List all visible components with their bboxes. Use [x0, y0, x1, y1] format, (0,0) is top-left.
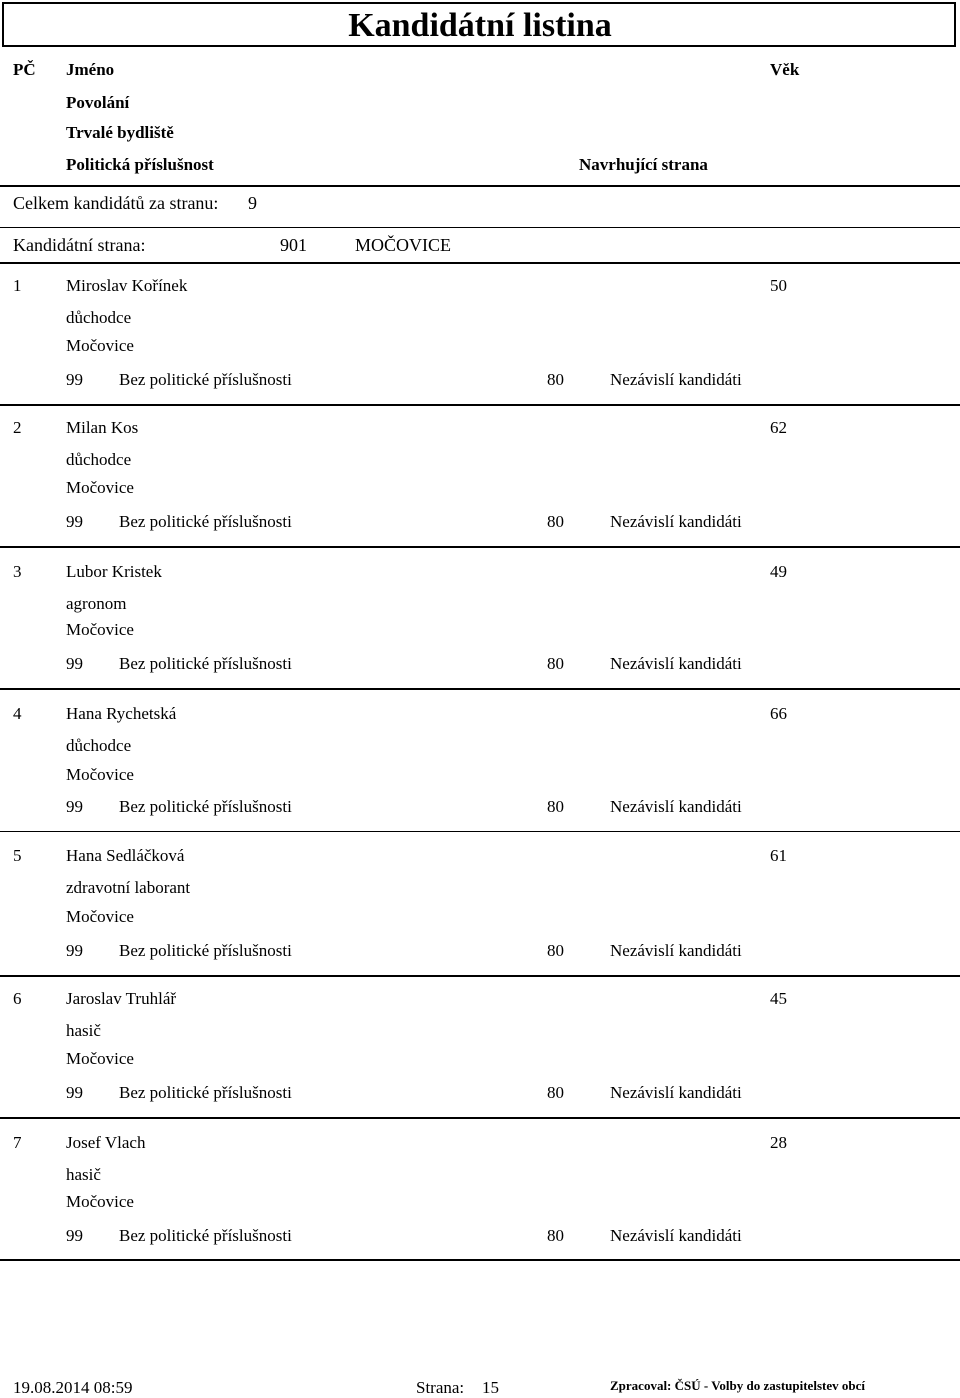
- candidate-residence: Močovice: [66, 620, 134, 639]
- footer-datetime: 19.08.2014 08:59: [13, 1378, 133, 1397]
- footer-processed: Zpracoval: ČSÚ - Volby do zastupitelstev obcí: [610, 1378, 865, 1393]
- candidate-name: Lubor Kristek: [66, 562, 162, 581]
- candidate-affiliation-code: 99: [66, 512, 83, 531]
- header-povolani: Povolání: [66, 93, 130, 112]
- candidate-affiliation-code: 99: [66, 941, 83, 960]
- candidate-row: [0, 989, 960, 1129]
- candidate-proposer-code: 80: [547, 370, 564, 389]
- candidate-age: 50: [770, 276, 787, 295]
- header-prislusnost: Politická příslušnost: [66, 155, 214, 174]
- candidate-affiliation: Bez politické příslušnosti: [119, 654, 292, 673]
- candidate-residence: Močovice: [66, 765, 134, 784]
- candidate-proposer-code: 80: [547, 654, 564, 673]
- candidate-pc: 7: [13, 1133, 22, 1152]
- candidate-row: [0, 704, 960, 844]
- candidate-name: Hana Rychetská: [66, 704, 177, 723]
- candidate-occupation: hasič: [66, 1021, 101, 1040]
- candidate-proposer: Nezávislí kandidáti: [610, 654, 742, 673]
- candidate-row: [0, 562, 960, 702]
- candidate-proposer-code: 80: [547, 1226, 564, 1245]
- candidate-pc: 3: [13, 562, 22, 581]
- candidate-affiliation-code: 99: [66, 370, 83, 389]
- header-pc: PČ: [13, 60, 36, 79]
- candidate-row: [0, 1133, 960, 1273]
- candidate-name: Hana Sedláčková: [66, 846, 185, 865]
- candidate-occupation: zdravotní laborant: [66, 878, 191, 897]
- candidate-residence: Močovice: [66, 478, 134, 497]
- candidate-row: [0, 276, 960, 416]
- candidate-proposer-code: 80: [547, 941, 564, 960]
- candidate-proposer-code: 80: [547, 797, 564, 816]
- candidate-affiliation-code: 99: [66, 797, 83, 816]
- candidate-proposer: Nezávislí kandidáti: [610, 1226, 742, 1245]
- candidate-affiliation: Bez politické příslušnosti: [119, 797, 292, 816]
- party-number: 901: [280, 235, 307, 255]
- candidate-name: Jaroslav Truhlář: [66, 989, 177, 1008]
- candidate-divider: [0, 1117, 960, 1119]
- header-jmeno: Jméno: [66, 60, 115, 79]
- candidate-affiliation: Bez politické příslušnosti: [119, 1083, 292, 1102]
- candidate-occupation: agronom: [66, 594, 127, 613]
- candidate-proposer: Nezávislí kandidáti: [610, 1083, 742, 1102]
- candidate-row: [0, 418, 960, 558]
- candidate-name: Josef Vlach: [66, 1133, 146, 1152]
- header-bydliste: Trvalé bydliště: [66, 123, 174, 142]
- candidate-proposer: Nezávislí kandidáti: [610, 797, 742, 816]
- party-name: MOČOVICE: [355, 235, 452, 255]
- candidate-pc: 4: [13, 704, 22, 723]
- candidate-row: [0, 846, 960, 986]
- page-title: Kandidátní listina: [348, 7, 612, 44]
- total-candidates-value: 9: [248, 193, 257, 213]
- candidate-name: Milan Kos: [66, 418, 139, 437]
- header-vek: Věk: [770, 60, 800, 79]
- total-divider: [0, 227, 960, 228]
- candidate-proposer: Nezávislí kandidáti: [610, 941, 742, 960]
- candidate-residence: Močovice: [66, 336, 134, 355]
- footer-page-label: Strana:: [416, 1378, 465, 1397]
- footer-page-number: 15: [482, 1378, 499, 1397]
- party-label: Kandidátní strana:: [13, 235, 146, 255]
- total-candidates-label: Celkem kandidátů za stranu:: [13, 193, 219, 213]
- candidate-divider: [0, 404, 960, 406]
- candidate-pc: 2: [13, 418, 22, 437]
- candidate-affiliation-code: 99: [66, 1083, 83, 1102]
- candidate-residence: Močovice: [66, 907, 134, 926]
- candidate-divider: [0, 975, 960, 977]
- candidate-affiliation: Bez politické příslušnosti: [119, 370, 292, 389]
- candidate-age: 45: [770, 989, 787, 1008]
- candidate-occupation: důchodce: [66, 308, 132, 327]
- candidate-age: 62: [770, 418, 787, 437]
- candidate-proposer: Nezávislí kandidáti: [610, 512, 742, 531]
- candidate-affiliation-code: 99: [66, 654, 83, 673]
- candidate-divider: [0, 831, 960, 832]
- candidate-age: 66: [770, 704, 787, 723]
- candidate-pc: 1: [13, 276, 22, 295]
- party-divider: [0, 262, 960, 264]
- candidate-age: 28: [770, 1133, 787, 1152]
- candidate-proposer: Nezávislí kandidáti: [610, 370, 742, 389]
- candidate-age: 49: [770, 562, 787, 581]
- candidate-name: Miroslav Kořínek: [66, 276, 188, 295]
- candidate-proposer-code: 80: [547, 1083, 564, 1102]
- candidate-divider: [0, 546, 960, 548]
- candidate-age: 61: [770, 846, 787, 865]
- candidate-affiliation: Bez politické příslušnosti: [119, 941, 292, 960]
- candidate-occupation: důchodce: [66, 450, 132, 469]
- candidate-proposer-code: 80: [547, 512, 564, 531]
- candidate-pc: 6: [13, 989, 22, 1008]
- candidate-occupation: důchodce: [66, 736, 132, 755]
- candidate-affiliation-code: 99: [66, 1226, 83, 1245]
- candidate-residence: Močovice: [66, 1049, 134, 1068]
- candidate-divider: [0, 1259, 960, 1261]
- candidate-pc: 5: [13, 846, 22, 865]
- candidate-occupation: hasič: [66, 1165, 101, 1184]
- candidate-divider: [0, 688, 960, 690]
- candidate-residence: Močovice: [66, 1192, 134, 1211]
- candidate-affiliation: Bez politické příslušnosti: [119, 512, 292, 531]
- header-navrhujici: Navrhující strana: [579, 155, 708, 174]
- header-divider: [0, 185, 960, 187]
- candidate-affiliation: Bez politické příslušnosti: [119, 1226, 292, 1245]
